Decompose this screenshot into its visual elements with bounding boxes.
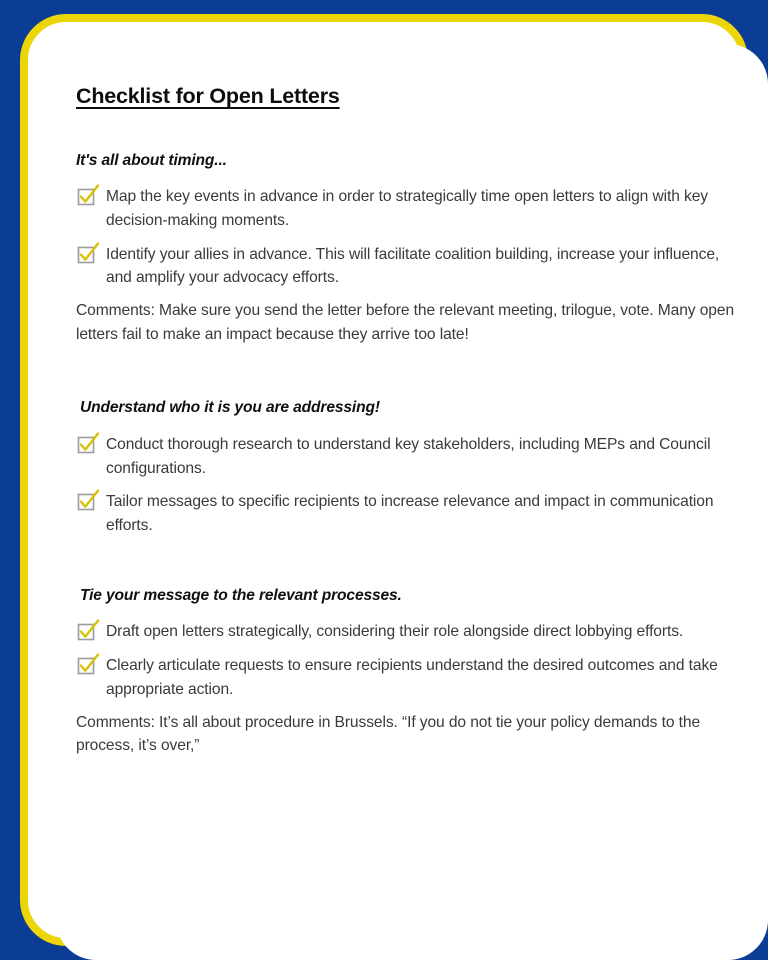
section-addressing [76,398,752,537]
list-item-label: Identify your allies in advance. This will facilitate coalition building, increase your influence, and amplify your advocacy efforts. [106,245,720,287]
checked-checkbox-icon[interactable] [76,656,98,678]
checked-checkbox-icon[interactable] [76,622,98,644]
list-item-label: Clearly articulate requests to ensure recipients understand the desired outcomes and take appropriate action. [106,657,718,698]
checklist [76,433,752,538]
decorative-yellow-border [20,14,748,946]
page-title: Checklist for Open Letters [76,84,340,108]
document-content [76,62,752,960]
section-heading: It's all about timing... [76,151,227,169]
list-item-label: Conduct thorough research to understand key stakeholders, including MEPs and Council configurations. [106,435,711,477]
list-item[interactable] [76,490,752,537]
list-item[interactable] [76,654,752,701]
section-comment: Comments: It’s all about procedure in Brussels. “If you do not tie your policy demands to the process, it’s over,” [76,713,701,755]
section-heading: Understand who it is you are addressing! [80,399,380,417]
list-item-label: Map the key events in advance in order to strategically time open letters to align with key decision-making moments. [106,188,708,229]
list-item[interactable] [76,185,752,232]
section-comment: Comments: Make sure you send the letter before the relevant meeting, trilogue, vote. Many open letters fail to make an impact because they arrive too late! [76,302,735,343]
list-item[interactable] [76,243,752,290]
list-item[interactable] [76,433,752,480]
list-item-label: Tailor messages to specific recipients to increase relevance and impact in communication efforts. [106,493,714,534]
checked-checkbox-icon[interactable] [76,245,98,267]
list-item[interactable] [76,620,752,644]
document-card [56,44,768,960]
list-item-label: Draft open letters strategically, considering their role alongside direct lobbying efforts. [106,623,684,641]
section-processes [76,586,752,758]
checked-checkbox-icon[interactable] [76,435,98,457]
checklist [76,185,752,290]
section-timing [76,151,752,347]
checked-checkbox-icon[interactable] [76,492,98,514]
section-heading: Tie your message to the relevant processes. [80,586,402,604]
checklist [76,620,752,701]
checked-checkbox-icon[interactable] [76,187,98,209]
